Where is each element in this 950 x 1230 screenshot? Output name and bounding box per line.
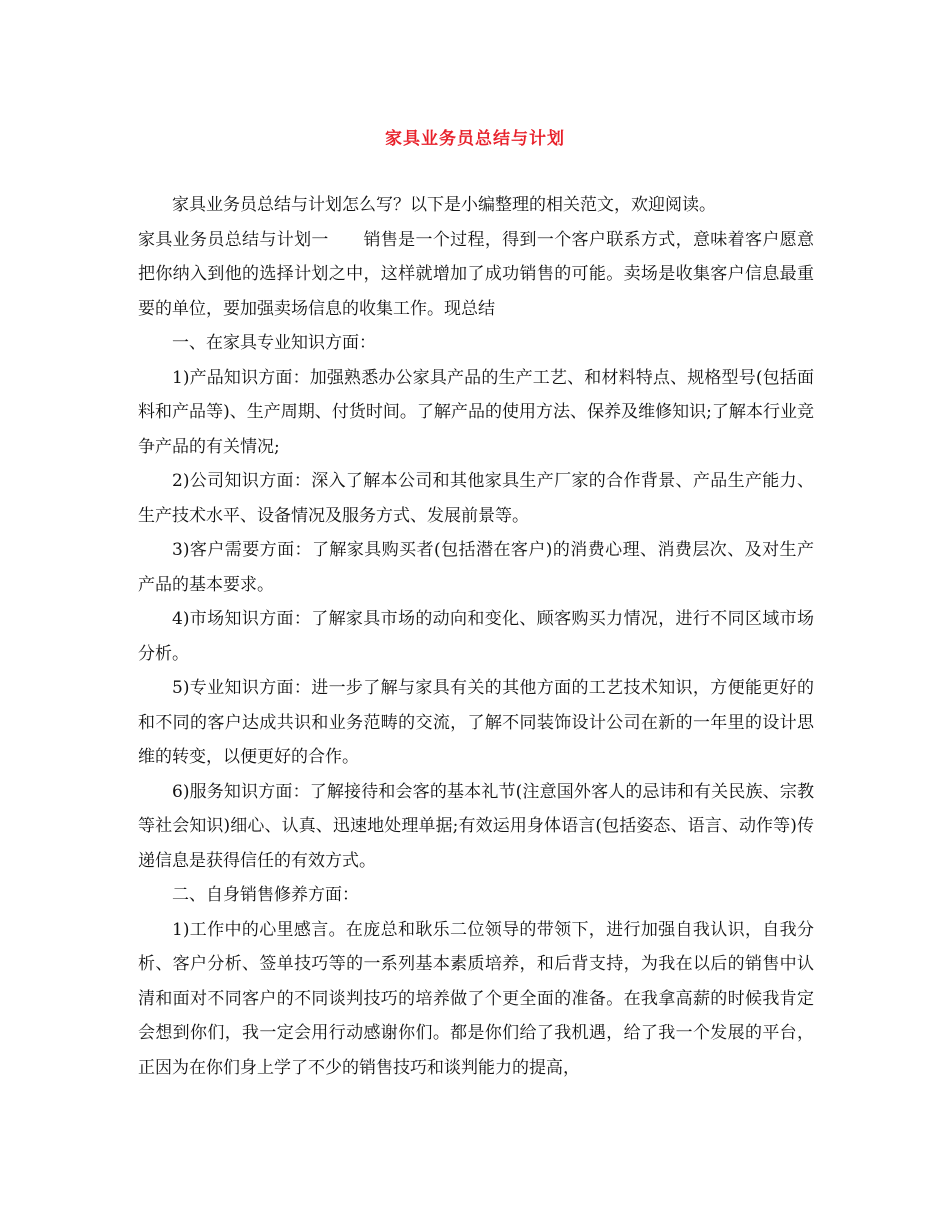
document-title: 家具业务员总结与计划 — [385, 129, 565, 149]
heading-professional-knowledge: 一、在家具专业知识方面： — [172, 333, 376, 353]
paragraph-intro: 家具业务员总结与计划怎么写？以下是小编整理的相关范文，欢迎阅读。 — [172, 195, 716, 215]
paragraph-service-knowledge: 6)服务知识方面：了解接待和会客的基本礼节(注意国外客人的忌讳和有关民族、宗教等社会知识)细心、认真、迅速地处理单据;有效运用身体语言(包括姿态、语言、动作等)传递信息是获得信任的有效方式。 — [138, 781, 814, 871]
paragraph-technical-knowledge: 5)专业知识方面：进一步了解与家具有关的其他方面的工艺技术知识，方便能更好的和不同的客户达成共识和业务范畴的交流，了解不同装饰设计公司在新的一年里的设计思维的转变，以便更好的合作。 — [138, 678, 814, 767]
heading-sales-cultivation: 二、自身销售修养方面： — [172, 885, 359, 905]
paragraph-work-reflection: 1)工作中的心里感言。在庞总和耿乐二位领导的带领下，进行加强自我认识，自我分析、客户分析、签单技巧等的一系列基本素质培养，和后背支持，为我在以后的销售中认清和面对不同客户的不同谈判技巧的培养做了个更全面的准备。在我拿高薪的时候我肯定会想到你们，我一定会用行动感谢你们。都是你们给了我机遇，给了我一个发展的平台，正因为在你们身上学了不少的销售技巧和谈判能力的提高， — [138, 919, 814, 1078]
paragraph-company-knowledge: 2)公司知识方面：深入了解本公司和其他家具生产厂家的合作背景、产品生产能力、生产技术水平、设备情况及服务方式、发展前景等。 — [138, 471, 814, 526]
paragraph-market-knowledge: 4)市场知识方面：了解家具市场的动向和变化、顾客购买力情况，进行不同区域市场分析。 — [138, 609, 814, 664]
paragraph-customer-needs: 3)客户需要方面：了解家具购买者(包括潜在客户)的消费心理、消费层次、及对生产产品的基本要求。 — [138, 540, 814, 595]
paragraph-section-one-intro: 家具业务员总结与计划一 销售是一个过程，得到一个客户联系方式，意味着客户愿意把你纳入到他的选择计划之中，这样就增加了成功销售的可能。卖场是收集客户信息最重要的单位，要加强卖场信息的收集工作。现总结 — [138, 229, 814, 319]
document-body — [138, 188, 814, 1085]
paragraph-product-knowledge: 1)产品知识方面：加强熟悉办公家具产品的生产工艺、和材料特点、规格型号(包括面料和产品等)、生产周期、付货时间。了解产品的使用方法、保养及维修知识;了解本行业竞争产品的有关情况; — [138, 367, 814, 457]
